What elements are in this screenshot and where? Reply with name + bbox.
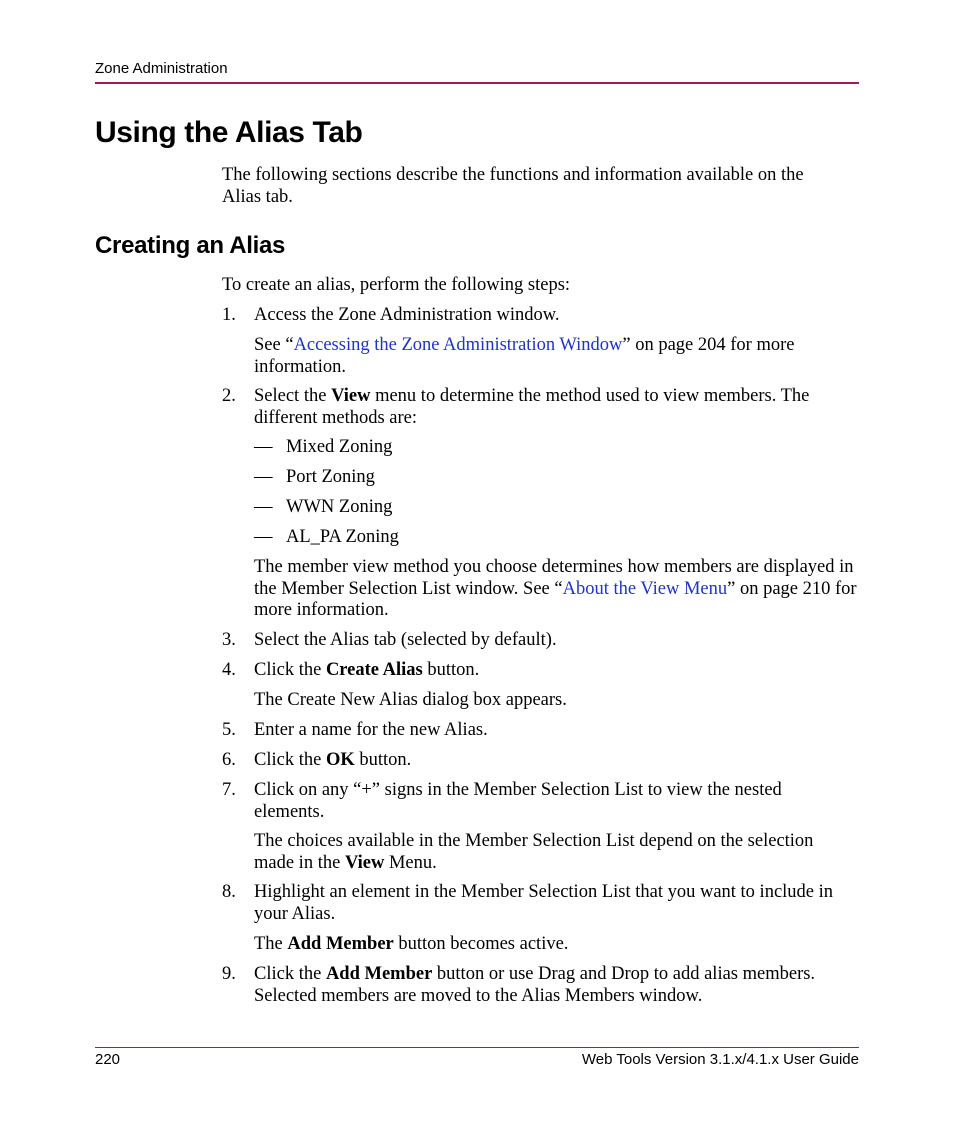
- subsection-title: Creating an Alias: [95, 232, 286, 259]
- list-item: AL_PA Zoning: [286, 527, 399, 547]
- step-text: Access the Zone Administration window.: [254, 305, 560, 325]
- list-dash: —: [254, 497, 273, 517]
- step-text: Click the Add Member button or use Drag and Drop to add alias members. Selected members are moved to the Alias Members window.: [254, 964, 816, 1006]
- step-number: 3.: [222, 630, 236, 650]
- step-text: Click the OK button.: [254, 750, 412, 770]
- list-item: Port Zoning: [286, 467, 375, 487]
- step-number: 2.: [222, 386, 236, 406]
- step-text: Click the Create Alias button.: [254, 660, 480, 680]
- step-note: See “Accessing the Zone Administration Window” on page 204 for more information.: [254, 335, 795, 377]
- guide-title: Web Tools Version 3.1.x/4.1.x User Guide: [581, 1051, 859, 1068]
- list-item: WWN Zoning: [286, 497, 393, 517]
- step-number: 1.: [222, 305, 236, 325]
- running-header: Zone Administration: [95, 60, 228, 77]
- list-item: Mixed Zoning: [286, 437, 393, 457]
- step-text: Select the View menu to determine the method used to view members. The different methods are:: [254, 386, 810, 428]
- list-dash: —: [254, 527, 273, 547]
- list-dash: —: [254, 437, 273, 457]
- step-number: 4.: [222, 660, 236, 680]
- step-note: The choices available in the Member Selection List depend on the selection made in the View Menu.: [254, 831, 814, 873]
- step-note: The Add Member button becomes active.: [254, 934, 569, 954]
- page-number: 220: [95, 1051, 121, 1068]
- step-note: The Create New Alias dialog box appears.: [254, 690, 567, 710]
- step-number: 6.: [222, 750, 236, 770]
- step-text: Click on any “+” signs in the Member Selection List to view the nested elements.: [254, 780, 782, 822]
- step-text: Select the Alias tab (selected by default).: [254, 630, 557, 650]
- list-dash: —: [254, 467, 273, 487]
- step-note: The member view method you choose determines how members are displayed in the Member Selection List window. See “About the View Menu” on page 210 for more information.: [254, 557, 857, 620]
- section-title: Using the Alias Tab: [95, 116, 363, 149]
- header-rule: [95, 82, 859, 84]
- steps-lead: To create an alias, perform the following steps:: [222, 275, 571, 295]
- cross-reference-link[interactable]: About the View Menu: [562, 578, 728, 599]
- section-intro: The following sections describe the functions and information available on the Alias tab.: [222, 165, 804, 207]
- step-number: 8.: [222, 882, 236, 902]
- step-number: 7.: [222, 780, 236, 800]
- footer-rule: [95, 1047, 859, 1048]
- step-text: Highlight an element in the Member Selection List that you want to include in your Alias.: [254, 882, 834, 924]
- step-text: Enter a name for the new Alias.: [254, 720, 488, 740]
- step-number: 9.: [222, 964, 236, 984]
- cross-reference-link[interactable]: Accessing the Zone Administration Window: [293, 335, 623, 355]
- step-number: 5.: [222, 720, 236, 740]
